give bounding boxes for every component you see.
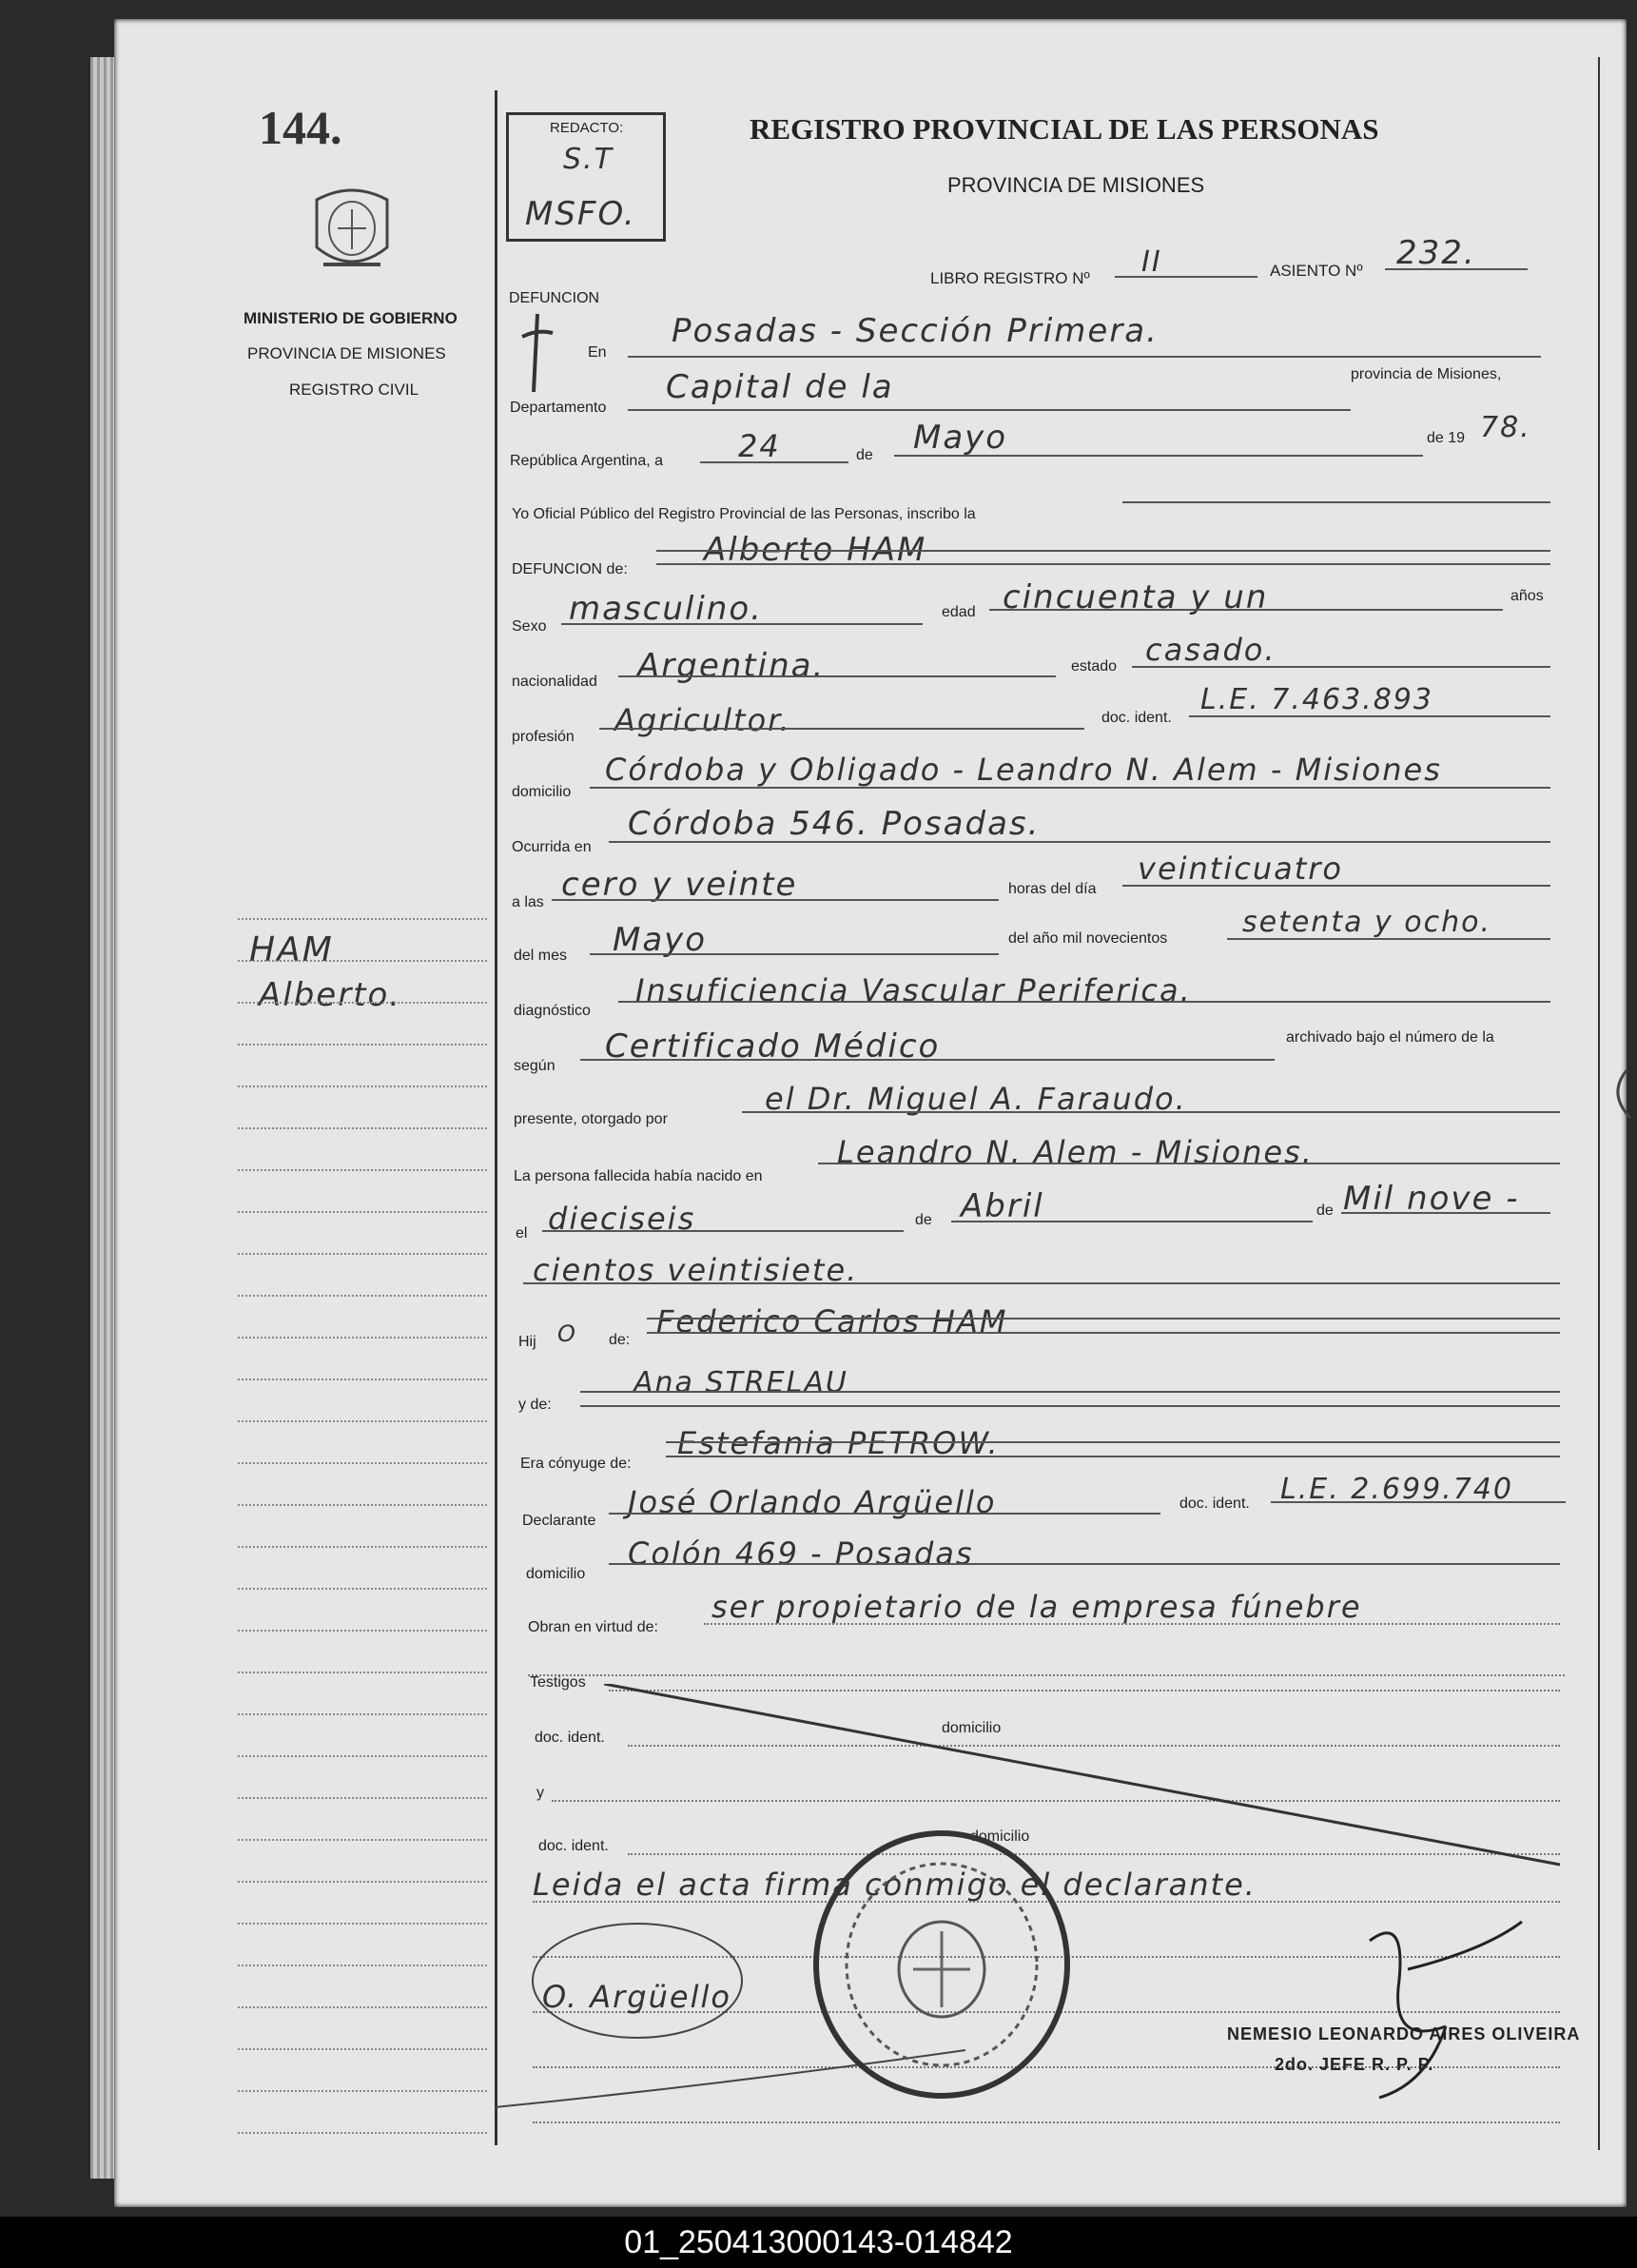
hijo-de-label: de: [609, 1332, 631, 1348]
domicilio2-value: Colón 469 - Posadas [628, 1535, 974, 1572]
register-subtitle: PROVINCIA DE MISIONES [947, 173, 1205, 197]
image-id: 01_250413000143-014842 [624, 2224, 1013, 2260]
horas-label: horas del día [1008, 881, 1097, 897]
leida-value: Leida el acta firma conmigo el declarante. [533, 1867, 1257, 1903]
cancel-diagonal [604, 1684, 1565, 1874]
hijo-label: Hij [518, 1334, 536, 1350]
archivado-label: archivado bajo el número de la [1286, 1029, 1494, 1046]
estado-value: casado. [1145, 632, 1276, 668]
margin-line [238, 1923, 487, 1925]
margin-line [238, 2132, 487, 2134]
sexo-label: Sexo [512, 618, 547, 635]
anio-mil-label: del año mil novecientos [1008, 930, 1168, 947]
continuation-line [523, 1282, 1560, 1284]
departamento-label: Departamento [510, 400, 607, 416]
departamento-value: Capital de la [666, 368, 894, 406]
doc-label: doc. ident. [1101, 710, 1172, 726]
a-las-label: a las [512, 894, 544, 910]
margin-line [238, 2048, 487, 2050]
redacto-label: REDACTO: [550, 120, 624, 136]
de-anio-label: de 19 [1427, 430, 1466, 446]
diagnostico-label: diagnóstico [514, 1003, 591, 1019]
diagnostico-line [618, 1001, 1550, 1003]
anio-mil-line [1227, 938, 1550, 940]
sexo-value: masculino. [569, 590, 763, 628]
padre-line-a [647, 1318, 1560, 1320]
registry-label: REGISTRO CIVIL [289, 381, 419, 399]
domicilio-value: Córdoba y Obligado - Leandro N. Alem - Misiones [605, 752, 1442, 788]
margin-line [238, 1378, 487, 1380]
margin-line [238, 1755, 487, 1757]
profesion-value: Agricultor. [614, 702, 791, 738]
doc-ident-b-label: doc. ident. [538, 1838, 609, 1854]
margin-line [238, 1630, 487, 1632]
madre-line-b [580, 1405, 1560, 1407]
margin-line [238, 1713, 487, 1715]
libro-value: II [1141, 245, 1162, 279]
libro-line [1115, 276, 1257, 278]
profesion-label: profesión [512, 729, 575, 745]
anios-label: años [1510, 588, 1544, 604]
hijo-suffix: O [557, 1320, 577, 1347]
de3-label: de [1316, 1202, 1334, 1219]
doc-line [1189, 715, 1550, 717]
estado-line [1132, 666, 1550, 668]
mes-line [894, 455, 1423, 457]
margin-line [238, 1881, 487, 1883]
edad-line [989, 609, 1503, 611]
doc2-line [1271, 1501, 1566, 1503]
margin-line [238, 1672, 487, 1673]
madre-line-a [580, 1391, 1560, 1393]
el-value: dieciseis [548, 1201, 696, 1237]
redacto-mark: S.T [563, 143, 614, 176]
margin-line [238, 1044, 487, 1046]
ocurrida-label: Ocurrida en [512, 839, 592, 855]
obran-label: Obran en virtud de: [528, 1619, 658, 1635]
del-mes-line [590, 953, 999, 955]
segun-label: según [514, 1058, 555, 1074]
de2-value: Abril [961, 1187, 1044, 1225]
departamento-line [628, 409, 1351, 411]
edad-label: edad [942, 604, 976, 620]
margin-line [238, 1546, 487, 1548]
segun-line [580, 1059, 1275, 1061]
official-title: 2do. JEFE R. P. P. [1275, 2055, 1434, 2074]
republica-label: República Argentina, a [510, 453, 663, 469]
obran-line [704, 1623, 1560, 1625]
presente-value: el Dr. Miguel A. Faraudo. [765, 1081, 1187, 1117]
margin-surname: HAM [249, 930, 334, 969]
declarante-line [609, 1513, 1160, 1515]
domicilio-label: domicilio [512, 784, 572, 800]
margin-given-name: Alberto. [259, 976, 402, 1014]
margin-separator [495, 90, 497, 2145]
conyuge-line-b [666, 1456, 1560, 1457]
margin-line [238, 1588, 487, 1590]
padre-line-b [647, 1332, 1560, 1334]
declarante-label: Declarante [522, 1513, 596, 1529]
margin-line [238, 1420, 487, 1422]
testigos-label: Testigos [530, 1674, 586, 1691]
anio-mil-value: setenta y ocho. [1242, 906, 1492, 939]
libro-label: LIBRO REGISTRO Nº [930, 269, 1090, 287]
blank-line-1 [528, 1674, 1565, 1676]
nacido-line [818, 1163, 1560, 1164]
del-mes-label: del mes [514, 948, 568, 964]
edad-value: cincuenta y un [1003, 578, 1269, 616]
domicilio2-line [609, 1563, 1560, 1565]
sexo-line [561, 623, 923, 625]
margin-line [238, 918, 487, 920]
de-label: de [856, 447, 873, 463]
diagnostico-value: Insuficiencia Vascular Periferica. [635, 972, 1192, 1008]
en-label: En [588, 344, 607, 361]
redacto-code: MSFO. [525, 195, 636, 233]
margin-line [238, 1337, 487, 1339]
doc-value: L.E. 7.463.893 [1200, 683, 1433, 716]
right-border [1598, 57, 1600, 2150]
defuncion-line-a [656, 550, 1550, 552]
horas-value: veinticuatro [1138, 850, 1343, 887]
margin-line [238, 1253, 487, 1255]
domicilio-line [590, 787, 1550, 789]
provincia-label: provincia de Misiones, [1351, 366, 1502, 382]
official-name: NEMESIO LEONARDO AIRES OLIVEIRA [1227, 2024, 1581, 2043]
ministry-label: MINISTERIO DE GOBIERNO [244, 309, 458, 327]
continuation-value: cientos veintisiete. [533, 1252, 859, 1288]
nacionalidad-line [618, 675, 1056, 677]
defuncion-label: DEFUNCION de: [512, 561, 628, 577]
margin-line [238, 1504, 487, 1506]
dia-line [700, 461, 848, 463]
mes-value: Mayo [913, 419, 1008, 457]
nacionalidad-label: nacionalidad [512, 674, 597, 690]
de2-line [951, 1221, 1313, 1222]
margin-line [238, 1797, 487, 1799]
horas-line [1122, 885, 1550, 887]
a-las-value: cero y veinte [561, 866, 798, 904]
profesion-line [599, 728, 1084, 730]
doc2-label: doc. ident. [1179, 1496, 1250, 1512]
nacido-value: Leandro N. Alem - Misiones. [837, 1134, 1314, 1170]
y-de-label: y de: [518, 1397, 552, 1413]
page-number: 144. [259, 101, 342, 154]
register-title: REGISTRO PROVINCIAL DE LAS PERSONAS [750, 112, 1379, 146]
defuncion-value: Alberto HAM [704, 531, 927, 569]
madre-value: Ana STRELAU [633, 1366, 848, 1399]
domicilio2-label: domicilio [526, 1566, 586, 1582]
type-label: DEFUNCION [509, 290, 600, 306]
oficial-text: Yo Oficial Público del Registro Provincial de las Personas, inscribo la [512, 506, 976, 522]
dia-value: 24 [738, 428, 781, 464]
del-mes-value: Mayo [613, 921, 708, 959]
obran-value: ser propietario de la empresa fúnebre [711, 1589, 1362, 1625]
de3-value: Mil nove - [1343, 1180, 1520, 1218]
image-caption-bar [0, 2217, 1637, 2268]
margin-line [238, 1462, 487, 1464]
coat-of-arms-icon [300, 181, 404, 285]
province-label: PROVINCIA DE MISIONES [247, 344, 446, 362]
anio-value: 78. [1480, 411, 1531, 444]
presente-line [742, 1111, 1560, 1113]
oficial-line [1122, 501, 1550, 503]
margin-line [238, 2090, 487, 2092]
domicilio-b-label: domicilio [970, 1828, 1030, 1845]
blank-line-5 [533, 2121, 1560, 2123]
margin-line [238, 1169, 487, 1171]
asiento-value: 232. [1396, 234, 1476, 272]
el-label: el [516, 1225, 528, 1242]
margin-line [238, 1295, 487, 1297]
nacionalidad-value: Argentina. [637, 647, 826, 685]
segun-value: Certificado Médico [605, 1027, 941, 1066]
el-line [542, 1230, 904, 1232]
official-seal-icon [809, 1827, 1075, 2102]
margin-line [238, 1085, 487, 1087]
conyuge-label: Era cónyuge de: [520, 1456, 632, 1472]
asiento-label: ASIENTO Nº [1270, 262, 1363, 280]
doc-ident-a-label: doc. ident. [535, 1730, 605, 1746]
declarante-value: José Orlando Argüello [628, 1484, 997, 1520]
nacido-label: La persona fallecida había nacido en [514, 1168, 763, 1184]
a-las-line [552, 899, 999, 901]
cross-icon [518, 310, 556, 396]
conyuge-value: Estefania PETROW. [677, 1425, 1000, 1461]
en-line [628, 356, 1541, 358]
domicilio-a-label: domicilio [942, 1720, 1002, 1736]
doc2-value: L.E. 2.699.740 [1280, 1473, 1513, 1506]
de3-line [1341, 1212, 1550, 1214]
margin-line [238, 1965, 487, 1966]
defuncion-line-b [656, 563, 1550, 565]
asiento-line [1385, 268, 1528, 270]
signature-left: O. Argüello [542, 1979, 731, 2015]
margin-line [238, 1127, 487, 1129]
padre-value: Federico Carlos HAM [656, 1303, 1008, 1339]
de2-label: de [915, 1212, 932, 1228]
ocurrida-line [609, 841, 1550, 843]
margin-line [238, 1211, 487, 1213]
margin-line [238, 2006, 487, 2008]
margin-line [238, 1839, 487, 1841]
estado-label: estado [1071, 658, 1118, 675]
edge-mark [1608, 1066, 1636, 1123]
en-value: Posadas - Sección Primera. [672, 312, 1159, 350]
presente-label: presente, otorgado por [514, 1111, 668, 1127]
conyuge-line-a [666, 1441, 1560, 1443]
margin-line [238, 1002, 487, 1004]
ocurrida-value: Córdoba 546. Posadas. [628, 805, 1041, 843]
margin-line [238, 960, 487, 962]
y-label: y [536, 1785, 544, 1801]
